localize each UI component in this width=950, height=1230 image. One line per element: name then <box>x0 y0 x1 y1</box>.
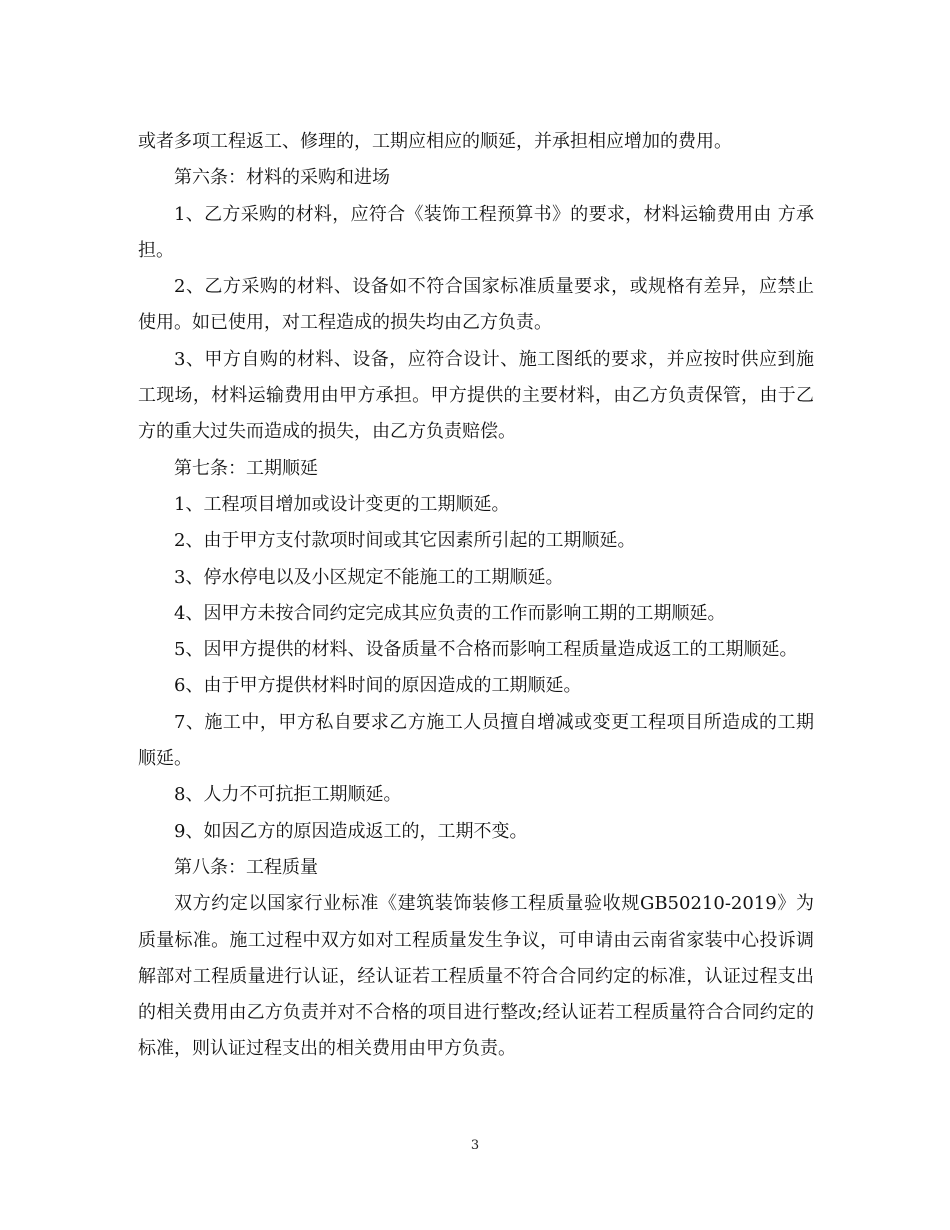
page-number: 3 <box>470 1138 480 1153</box>
paragraph-7-2: 2、由于甲方支付款项时间或其它因素所引起的工期顺延。 <box>174 530 636 552</box>
section-heading-8: 第八条：工程质量 <box>174 856 318 878</box>
paragraph-7-8: 8、人力不可抗拒工期顺延。 <box>174 784 402 806</box>
paragraph-1: 或者多项工程返工、修理的，工期应相应的顺延，并承担相应增加的费用。 <box>138 131 732 152</box>
paragraph-6-2: 2、乙方采购的材料、设备如不符合国家标准质量要求，或规格有差异，应禁止使用。如已使用，对工程造成的损失均由乙方负责。 <box>138 276 814 334</box>
document-body <box>138 124 814 1068</box>
paragraph-7-9: 9、如因乙方的原因造成返工的，工期不变。 <box>174 820 528 842</box>
paragraph-6-1: 1、乙方采购的材料，应符合《装饰工程预算书》的要求，材料运输费用由 方承担。 <box>138 203 814 261</box>
section-heading-6: 第六条：材料的采购和进场 <box>174 167 390 189</box>
paragraph-7-4: 4、因甲方未按合同约定完成其应负责的工作而影响工期的工期顺延。 <box>174 602 726 624</box>
paragraph-7-3: 3、停水停电以及小区规定不能施工的工期顺延。 <box>174 566 564 588</box>
paragraph-7-6: 6、由于甲方提供材料时间的原因造成的工期顺延。 <box>174 675 582 697</box>
paragraph-7-1: 1、工程项目增加或设计变更的工期顺延。 <box>174 493 510 515</box>
paragraph-7-7: 7、施工中，甲方私自要求乙方施工人员擅自增减或变更工程项目所造成的工期顺延。 <box>138 711 814 770</box>
section-heading-7: 第七条：工期顺延 <box>174 457 318 479</box>
paragraph-8-1: 双方约定以国家行业标准《建筑装饰装修工程质量验收规GB50210-2019》为质量标准。施工过程中双方如对工程质量发生争议，可申请由云南省家装中心投诉调解部对工程质量进行认证，经认证若工程质量不符合合同约定的标准，认证过程支出的相关费用由乙方负责并对不合格的项目进行整改;经认证若工程质量符合合同约定的标准，则认证过程支出的相关费用由甲方负责。 <box>138 893 814 1060</box>
paragraph-6-3: 3、甲方自购的材料、设备，应符合设计、施工图纸的要求，并应按时供应到施工现场，材料运输费用由甲方承担。甲方提供的主要材料，由乙方负责保管，由于乙方的重大过失而造成的损失，由乙方负责赔偿。 <box>138 348 814 443</box>
paragraph-7-5: 5、因甲方提供的材料、设备质量不合格而影响工程质量造成返工的工期顺延。 <box>174 639 798 661</box>
